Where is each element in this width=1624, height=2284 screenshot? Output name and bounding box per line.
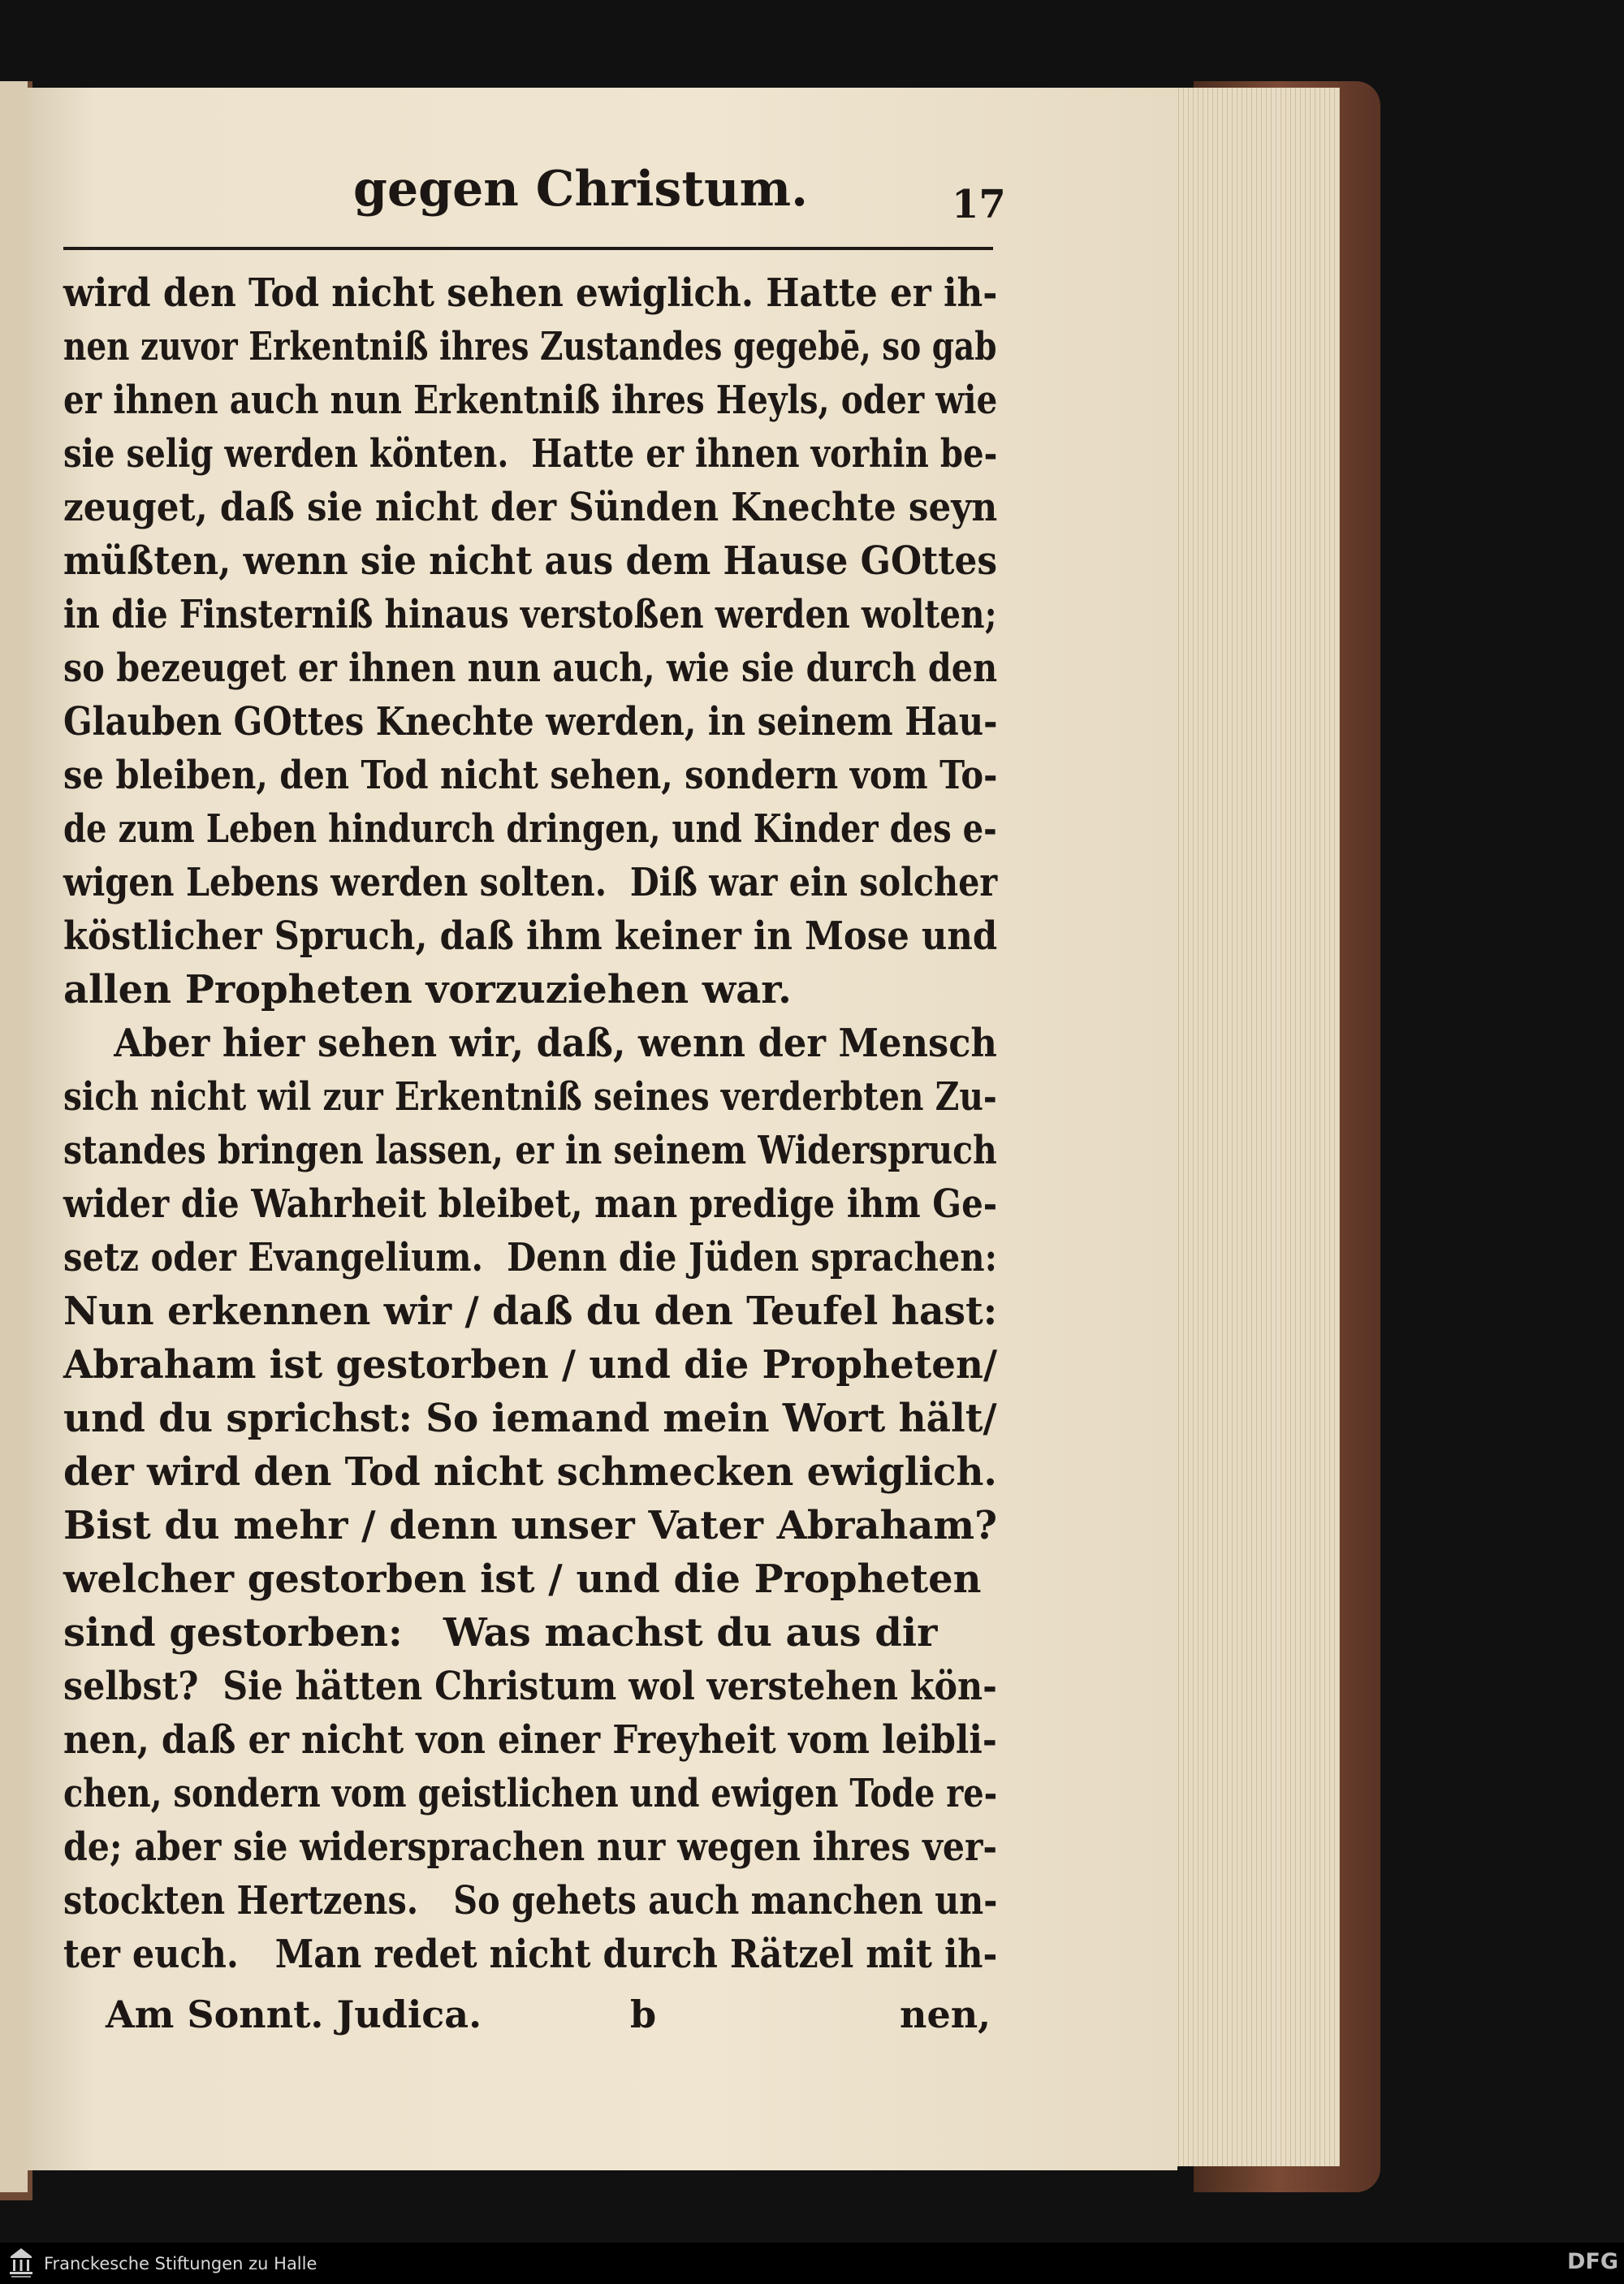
signature-mark: b bbox=[630, 1993, 657, 2036]
body-line: chen, sondern vom geistlichen und ewigen Tode re- bbox=[63, 1771, 998, 1816]
body-line: zeuget, daß sie nicht der Sünden Knechte seyn bbox=[63, 485, 998, 530]
body-line: Abraham ist gestorben / und die Propheten/ bbox=[63, 1342, 998, 1388]
body-line: wird den Tod nicht sehen ewiglich. Hatte er ih- bbox=[63, 270, 998, 316]
body-line: wigen Lebens werden solten. Diß war ein solcher bbox=[63, 860, 998, 905]
page-number: 17 bbox=[952, 182, 1006, 227]
body-line: Bist du mehr / denn unser Vater Abraham? bbox=[63, 1503, 998, 1548]
header-rule bbox=[63, 247, 993, 250]
body-line: wider die Wahrheit bleibet, man predige ihm Ge- bbox=[63, 1181, 998, 1227]
left-page-edge bbox=[0, 81, 28, 2192]
body-line: nen, daß er nicht von einer Freyheit vom leibli- bbox=[63, 1717, 997, 1763]
body-line: und du sprichst: So iemand mein Wort hält/ bbox=[63, 1396, 997, 1441]
body-line: köstlicher Spruch, daß ihm keiner in Mose und bbox=[63, 913, 998, 959]
body-line: stockten Hertzens. So gehets auch manchen un- bbox=[63, 1878, 998, 1923]
catchline-left: Am Sonnt. Judica. bbox=[106, 1993, 482, 2036]
body-line: welcher gestorben ist / und die Propheten bbox=[63, 1556, 982, 1602]
body-line: de; aber sie widersprachen nur wegen ihres ver- bbox=[63, 1824, 998, 1870]
body-line: müßten, wenn sie nicht aus dem Hause GOttes bbox=[63, 538, 997, 584]
body-line: sie selig werden könten. Hatte er ihnen vorhin be- bbox=[63, 431, 998, 477]
body-line: allen Propheten vorzuziehen war. bbox=[63, 967, 792, 1012]
body-line: Glauben GOttes Knechte werden, in seinem Hau- bbox=[63, 699, 998, 745]
running-title: gegen Christum. bbox=[353, 161, 809, 218]
body-line: Aber hier sehen wir, daß, wenn der Mensch bbox=[63, 1021, 997, 1066]
body-line: sich nicht wil zur Erkentniß seines verderbten Zu- bbox=[63, 1074, 997, 1120]
institution-logo bbox=[5, 2245, 37, 2281]
body-line: ter euch. Man redet nicht durch Rätzel mit ih- bbox=[63, 1932, 998, 1977]
body-line: setz oder Evangelium. Denn die Jüden sprachen: bbox=[63, 1235, 998, 1280]
body-line: selbst? Sie hätten Christum wol verstehen kön- bbox=[63, 1664, 997, 1709]
body-line: standes bringen lassen, er in seinem Widerspruch bbox=[63, 1128, 997, 1173]
catchword: nen, bbox=[900, 1993, 991, 2036]
body-line: nen zuvor Erkentniß ihres Zustandes gegebē, so gab bbox=[63, 324, 997, 369]
body-line: se bleiben, den Tod nicht sehen, sondern vom To- bbox=[63, 753, 998, 798]
footer-institution: Franckesche Stiftungen zu Halle bbox=[44, 2254, 317, 2273]
footer-dfg-logo: DFG bbox=[1567, 2249, 1619, 2274]
body-line: so bezeuget er ihnen nun auch, wie sie durch den bbox=[63, 645, 998, 691]
page-block-edge bbox=[1169, 88, 1340, 2166]
body-line: de zum Leben hindurch dringen, und Kinder des e- bbox=[63, 806, 997, 852]
body-line: Nun erkennen wir / daß du den Teufel hast: bbox=[63, 1289, 998, 1334]
body-line: der wird den Tod nicht schmecken ewiglich. bbox=[63, 1449, 997, 1495]
body-line: in die Finsterniß hinaus verstoßen werden wolten; bbox=[63, 592, 997, 637]
body-line: er ihnen auch nun Erkentniß ihres Heyls, oder wie bbox=[63, 378, 998, 423]
body-line: sind gestorben: Was machst du aus dir bbox=[63, 1610, 938, 1656]
